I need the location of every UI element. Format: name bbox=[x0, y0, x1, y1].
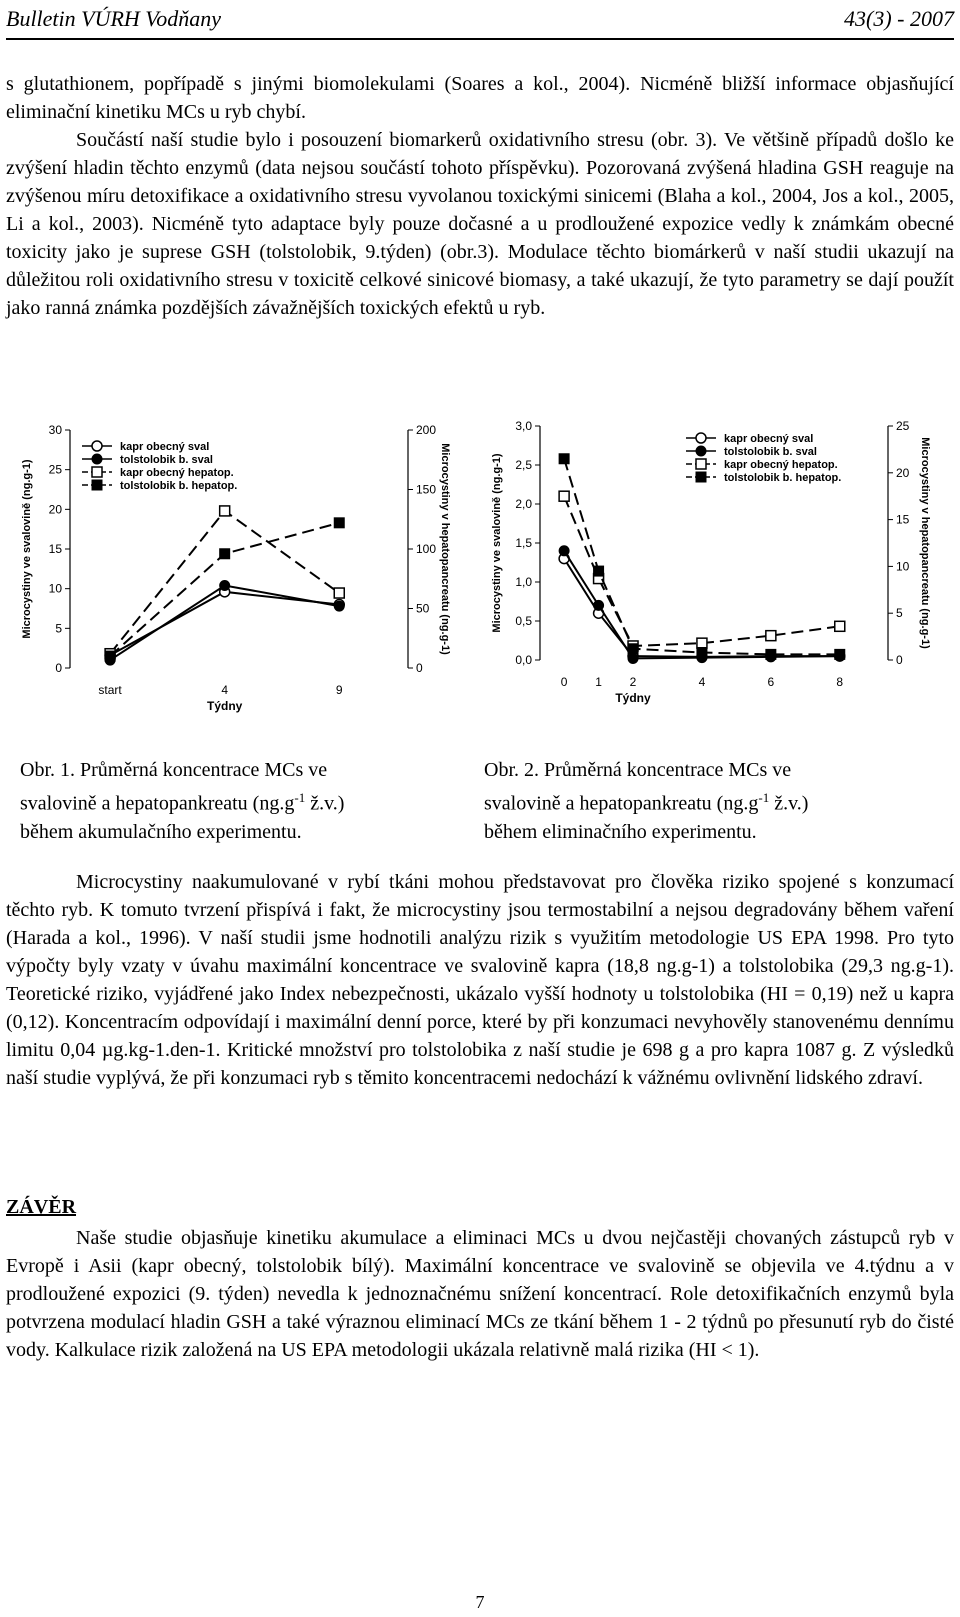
y-tick-label-left: 20 bbox=[48, 502, 62, 517]
legend-marker bbox=[696, 472, 706, 482]
data-point bbox=[766, 631, 776, 641]
data-point bbox=[697, 648, 707, 658]
y-tick-label-left: 10 bbox=[48, 581, 62, 596]
legend-marker bbox=[696, 433, 706, 443]
y-tick-label-left: 2,5 bbox=[515, 458, 532, 472]
data-point bbox=[334, 601, 344, 611]
series-line bbox=[110, 592, 339, 655]
y-tick-label-left: 1,0 bbox=[515, 575, 532, 589]
y-tick-label-right: 25 bbox=[896, 419, 910, 433]
legend-label: kapr obecný sval bbox=[724, 433, 814, 445]
fig2-caption-line1: Obr. 2. Průměrná koncentrace MCs ve bbox=[484, 759, 792, 781]
x-tick-label: 6 bbox=[767, 675, 775, 689]
x-tick-label: 4 bbox=[698, 675, 706, 689]
data-point bbox=[559, 454, 569, 464]
journal-title: Bulletin VÚRH Vodňany bbox=[6, 6, 222, 31]
paragraph-4: Naše studie objasňuje kinetiku akumulace a eliminaci MCs u dvou nejčastěji chovaných zástupců ryb v Evropě i Asii (kapr obecný, tolstolobik bílý). Maximální koncentrace ve svalovině se objevila ve 4.týdnu a v prodloužené expozici (9. týden) nevedla k jednoznačnému snížení koncentrací. Role detoxifikačních enzymů byla potvrzena modulací hladin GSH a také výraznou eliminací MCs ze tkání během 1 - 2 týdnů po přesunutí ryb do čisté vody. Kalkulace rizik založená na US EPA metodologii ukázala relativně malá rizika (HI < 1). bbox=[6, 1227, 954, 1361]
y-axis-label-right: Microcystiny v hepatopancreatu (ng.g-1) bbox=[919, 437, 931, 649]
y-axis-label-left: Microcystiny ve svalovině (ng.g-1) bbox=[21, 459, 33, 639]
page-header bbox=[6, 4, 954, 40]
data-point bbox=[628, 653, 638, 663]
legend-marker bbox=[92, 441, 102, 451]
legend-marker bbox=[696, 459, 706, 469]
y-axis-label-left: Microcystiny ve svalovině (ng.g-1) bbox=[491, 453, 503, 633]
legend-label: tolstolobik b. hepatop. bbox=[120, 480, 238, 492]
data-point bbox=[220, 506, 230, 516]
data-point bbox=[220, 580, 230, 590]
series-line bbox=[564, 496, 840, 646]
y-tick-label-right: 5 bbox=[896, 606, 903, 621]
data-point bbox=[835, 649, 845, 659]
data-point bbox=[559, 546, 569, 556]
legend-label: tolstolobik b. hepatop. bbox=[724, 472, 842, 484]
section-heading: ZÁVĚR bbox=[6, 1196, 77, 1218]
y-tick-label-left: 5 bbox=[55, 621, 62, 636]
y-tick-label-right: 20 bbox=[896, 465, 910, 480]
y-tick-label-left: 25 bbox=[48, 462, 62, 477]
x-tick-label: 0 bbox=[560, 675, 568, 689]
y-tick-label-left: 1,5 bbox=[515, 536, 532, 550]
page-number: 7 bbox=[475, 1592, 485, 1612]
y-axis-label-right: Microcystiny v hepatopancreatu (ng.g-1) bbox=[439, 443, 451, 655]
y-tick-label-right: 100 bbox=[416, 542, 437, 556]
y-tick-label-left: 15 bbox=[48, 542, 62, 556]
y-tick-label-right: 200 bbox=[416, 423, 437, 437]
legend-label: kapr obecný hepatop. bbox=[724, 459, 838, 471]
legend-label: kapr obecný sval bbox=[120, 441, 210, 453]
y-tick-label-left: 30 bbox=[48, 423, 62, 437]
fig2-caption-line3: během eliminačního experimentu. bbox=[484, 820, 757, 843]
figure-1-chart bbox=[10, 418, 470, 718]
data-point bbox=[594, 600, 604, 610]
y-tick-label-left: 0,5 bbox=[515, 614, 532, 628]
paragraph-3: Microcystiny naakumulované v rybí tkáni mohou představovat pro člověka riziko spojené s konzumací těchto ryb. K tomuto tvrzení přispívá i fakt, že microcystiny jsou termostabilní a nejsou degradovány během vaření (Harada a kol., 1996). V naší studii jsme hodnotili analýzu rizik s využitím metodologie US EPA 1998. Pro tyto výpočty byly vzaty v úvahu maximální koncentrace ve svalovině kapra (18,8 ng.g-1) a tolstolobika (29,3 ng.g-1). Teoretické riziko, vyjádřené jako Index nebezpečnosti, ukázalo vyšší hodnoty u tolstolobika (HI = 0,19) než u kapra (0,12). Koncentracím odpovídají i maximální denní porce, které by při konzumaci nevyhověly stanovenému dennímu limitu 0,04 µg.kg-1.den-1. Kritické množství pro tolstolobika z naší studie je 698 g a pro kapra 1087 g. Z výsledků naší studie vyplývá, že při konzumaci ryb s těmito koncentracemi nedochází k vážnému ovlivnění lidského zdraví. bbox=[6, 871, 954, 1089]
x-tick-label: 8 bbox=[836, 675, 844, 689]
legend-label: tolstolobik b. sval bbox=[120, 454, 213, 466]
figure-2-chart bbox=[480, 418, 950, 718]
fig1-caption-line3: během akumulačního experimentu. bbox=[20, 820, 302, 843]
y-tick-label-right: 150 bbox=[416, 482, 437, 497]
data-point bbox=[766, 649, 776, 659]
y-tick-label-right: 50 bbox=[416, 601, 430, 616]
fig2-caption-line2: svalovině a hepatopankreatu ($ng.g^{-1}$ ž.v.) bbox=[484, 790, 809, 815]
x-axis-label: Týdny bbox=[207, 699, 243, 713]
data-point bbox=[697, 638, 707, 648]
y-tick-label-right: 0 bbox=[896, 653, 903, 667]
paragraph-1: s glutathionem, popřípadě s jinými biomolekulami (Soares a kol., 2004). Nicméně bližší informace objasňující eliminační kinetiku MCs u ryb chybí. bbox=[6, 73, 954, 123]
paragraph-2: Součástí naší studie bylo i posouzení biomarkerů oxidativního stresu (obr. 3). Ve většině případů došlo ke zvýšení hladin těchto enzymů (data nejsou součástí tohoto příspěvku). Pozorovaná zvýšená hladina GSH reaguje na zvýšenou míru detoxifikace a oxidativního stresu vyvolanou toxickými sinicemi (Blaha a kol., 2004, Jos a kol., 2005, Li a kol., 2003). Nicméně tyto adaptace byly pouze dočasné a u prodloužené expozice vedly k známkám obecné toxicity jako je suprese GSH (tolstolobik, 9.týden) (obr.3). Modulace těchto biomárkerů v naší studii ukazují na důležitou roli oxidativního stresu v toxicitě celkové sinicové biomasy, a také ukazují, že tyto parametry se dají použít jako ranná známka pozdějších závažnějších toxických efektů u ryb. bbox=[6, 129, 954, 319]
y-tick-label-right: 0 bbox=[416, 661, 423, 675]
figure-2-caption bbox=[484, 756, 808, 846]
data-point bbox=[835, 621, 845, 631]
x-tick-label: 2 bbox=[629, 675, 637, 689]
fig1-caption-line2: svalovině a hepatopankreatu ($ng.g^{-1}$ ž.v.) bbox=[20, 790, 345, 815]
fig1-caption-line1: Obr. 1. Průměrná koncentrace MCs ve bbox=[20, 759, 328, 781]
y-tick-label-left: 3,0 bbox=[515, 419, 532, 433]
data-point bbox=[220, 549, 230, 559]
y-tick-label-left: 0,0 bbox=[515, 653, 532, 667]
data-point bbox=[559, 491, 569, 501]
data-point bbox=[334, 518, 344, 528]
y-tick-label-right: 15 bbox=[896, 512, 910, 527]
data-point bbox=[594, 566, 604, 576]
y-tick-label-right: 10 bbox=[896, 559, 910, 574]
legend-label: kapr obecný hepatop. bbox=[120, 467, 234, 479]
legend-label: tolstolobik b. sval bbox=[724, 446, 817, 458]
y-tick-label-left: 2,0 bbox=[515, 497, 532, 511]
legend-marker bbox=[92, 467, 102, 477]
x-tick-label: 9 bbox=[335, 683, 343, 697]
data-point bbox=[334, 588, 344, 598]
x-tick-label: start bbox=[98, 683, 122, 697]
figure-1-caption bbox=[20, 756, 344, 846]
x-axis-label: Týdny bbox=[615, 691, 651, 705]
legend-marker bbox=[92, 454, 102, 464]
series-line bbox=[564, 459, 840, 655]
x-tick-label: 4 bbox=[221, 683, 229, 697]
legend-marker bbox=[696, 446, 706, 456]
legend-marker bbox=[92, 480, 102, 490]
data-point bbox=[105, 651, 115, 661]
issue-number: 43(3) - 2007 bbox=[844, 6, 954, 31]
data-point bbox=[628, 644, 638, 654]
x-tick-label: 1 bbox=[595, 675, 602, 689]
y-tick-label-left: 0 bbox=[55, 661, 62, 675]
